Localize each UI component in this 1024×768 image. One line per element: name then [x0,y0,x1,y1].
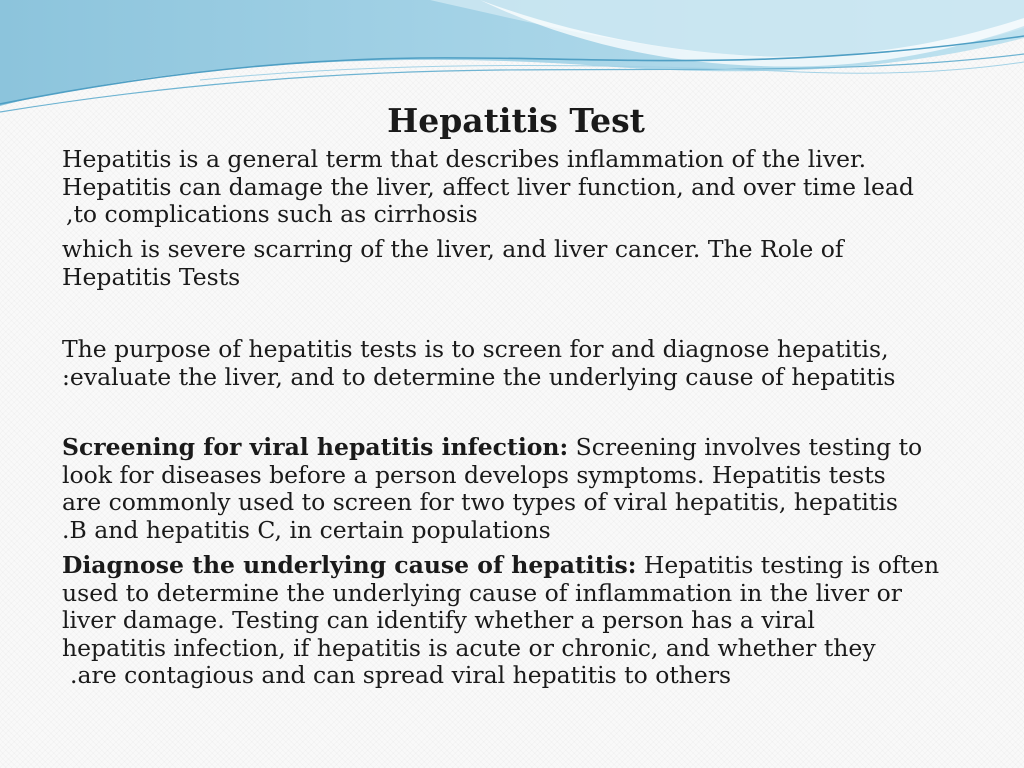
diagnose-paragraph [62,552,962,690]
diagnose-line: liver damage. Testing can identify whether a person has a viral [62,606,815,634]
diagnose-line: hepatitis infection, if hepatitis is acute or chronic, and whether they [62,633,876,662]
screening-line: .B and hepatitis C, in certain populations [62,515,551,544]
diagnose-first-line-text: Hepatitis testing is often [636,551,940,579]
diagnose-first-line [62,552,962,580]
screening-paragraph [62,434,962,544]
screening-line: are commonly used to screen for two types of viral hepatitis, hepatitis [62,488,898,516]
purpose-line: :evaluate the liver, and to determine the underlying cause of hepatitis [62,362,896,391]
diagnose-line: .are contagious and can spread viral hepatitis to others [70,661,732,689]
intro-paragraph [62,146,962,229]
diagnose-line: used to determine the underlying cause of inflammation in the liver or [62,578,902,607]
role-line: which is severe scarring of the liver, and liver cancer. The Role of [62,235,844,263]
screening-heading: Screening for viral hepatitis infection: [62,433,569,461]
purpose-paragraph [62,336,962,391]
purpose-line: The purpose of hepatitis tests is to screen for and diagnose hepatitis, [62,335,889,363]
intro-line: Hepatitis can damage the liver, affect liver function, and over time lead [62,172,914,201]
diagnose-heading: Diagnose the underlying cause of hepatitis: [62,551,637,579]
role-paragraph [62,236,962,291]
intro-line: ,to complications such as cirrhosis [66,200,478,228]
role-line: Hepatitis Tests [62,262,241,291]
intro-line: Hepatitis is a general term that describes inflammation of the liver. [62,145,867,173]
screening-first-line [62,434,962,462]
screening-line: look for diseases before a person develops symptoms. Hepatitis tests [62,460,886,489]
screening-first-line-text: Screening involves testing to [568,433,923,461]
slide-title: Hepatitis Test [387,101,645,140]
